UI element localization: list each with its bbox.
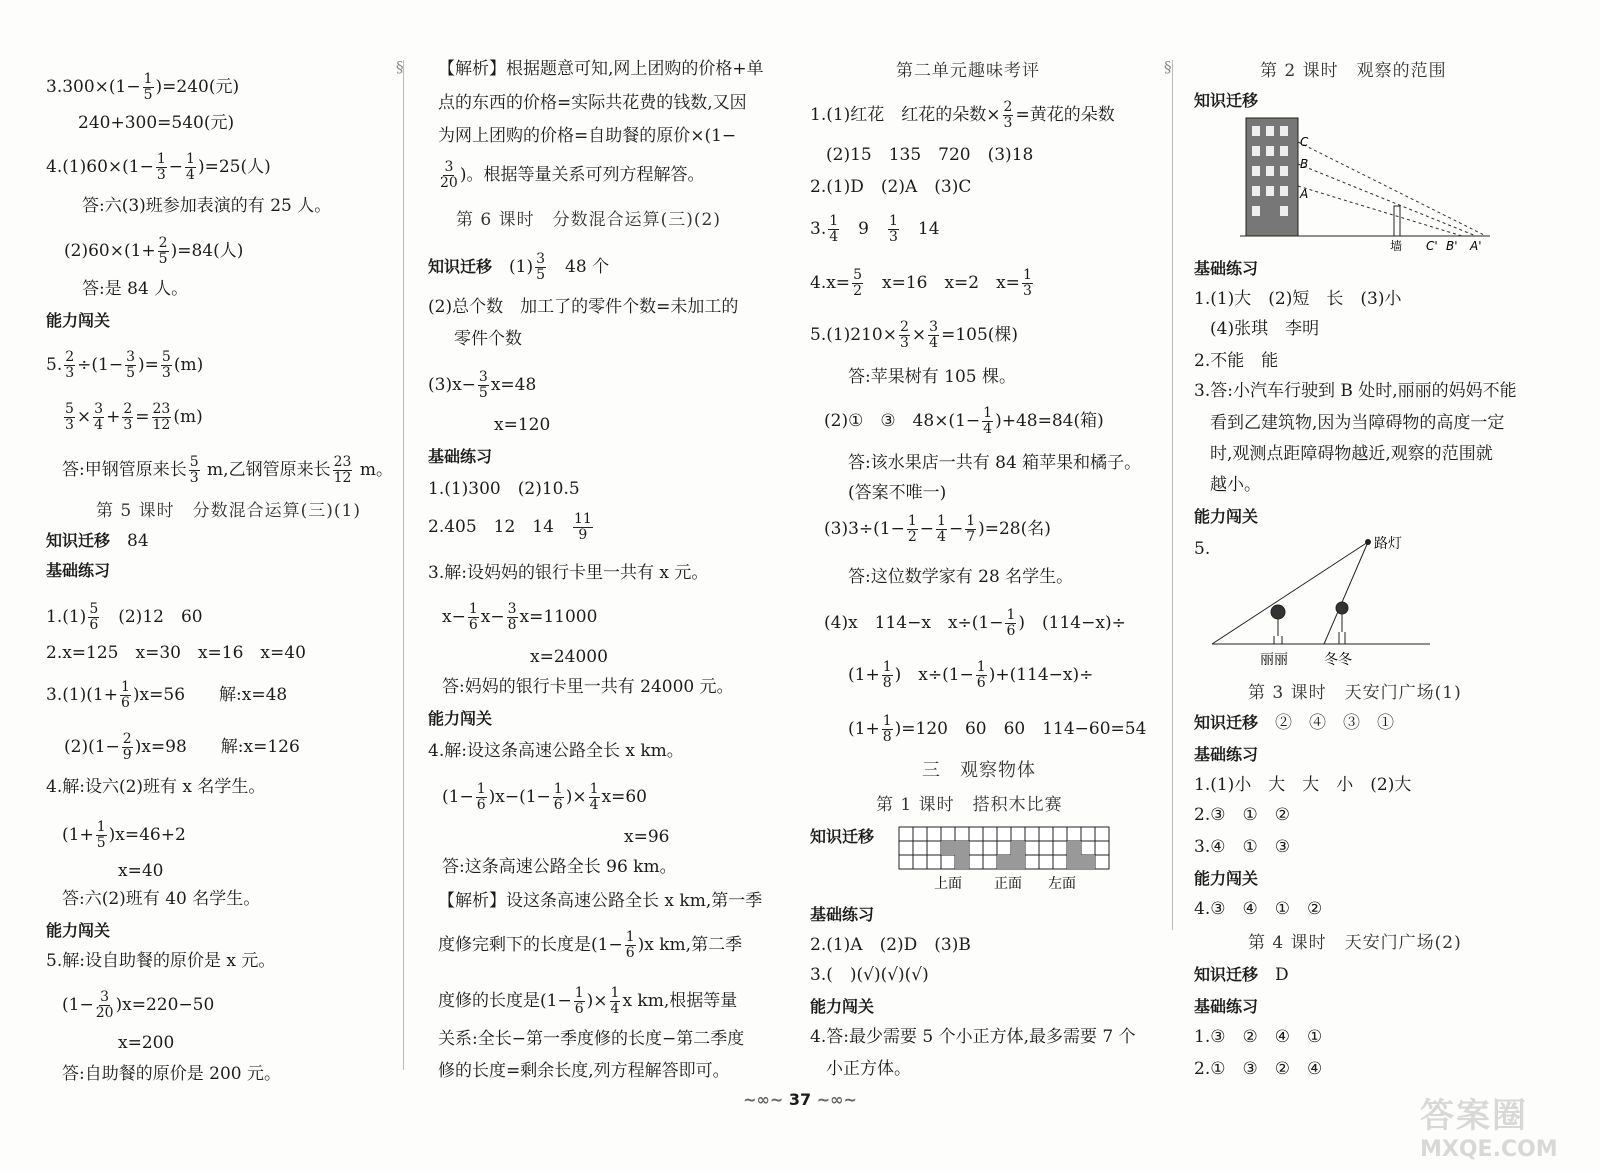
line: 4.(1)60×(1− $\frac{1}{3}$ − $\frac{1}{4}$ )=25(人) [46,151,271,183]
fraction: $\frac{2}{5}$ [158,235,168,267]
shaded-cell [955,841,969,855]
fraction: $\frac{1}{6}$ [976,659,986,691]
fraction: $\frac{5}{2}$ [853,267,862,299]
line: 越小。 [1210,475,1261,495]
fraction: $\frac{3}{8}$ [507,601,517,633]
line: 3.④ ① ③ [1194,837,1290,857]
fraction: $\frac{1}{6}$ [1006,607,1016,639]
lesson-title: 第 5 课时 分数混合运算(三)(1) [96,501,361,521]
line: 答:该水果店一共有 84 箱苹果和橘子。 [848,453,1142,473]
line: $\frac{5}{3}$ × $\frac{3}{4}$ + $\frac{2}{3}$ = $\frac{23}{12}$ (m) [65,401,203,433]
fraction: $\frac{1}{4}$ [983,405,993,437]
line: 点的东西的价格=实际共花费的钱数,又因 [438,93,747,113]
fraction: $\frac{23}{12}$ [333,454,352,486]
lesson-title: 第 6 课时 分数混合运算(三)(2) [456,210,721,230]
footer-ornament-left-icon: ~∞~ [743,1090,784,1109]
label-front: 正面 [994,876,1022,892]
section-heading: 基础练习 [1194,259,1259,278]
fraction: $\frac{1}{2}$ [907,513,917,545]
fraction: $\frac{1}{8}$ [882,713,892,745]
fraction: $\frac{3}{20}$ [95,989,114,1021]
label-top: 上面 [934,876,962,892]
line: 答:是 84 人。 [82,279,189,299]
margin-ornament-icon: § [396,58,404,76]
section-heading: 基础练习 [810,905,875,924]
line: 2.不能 能 [1194,351,1279,371]
column-4 [1180,0,1600,1171]
line: 4.x= $\frac{5}{2}$ x=16 x=2 x= $\frac{1}{3}$ [810,267,1032,299]
line: 3.300×(1− $\frac{1}{5}$ )=240(元) [46,71,240,103]
fraction: $\frac{1}{3}$ [156,151,166,183]
line: (4)张琪 李明 [1210,319,1320,339]
line: 零件个数 [454,329,522,349]
column-3 [800,0,1170,1171]
person-lili-icon [1271,605,1285,644]
shaded-cell [997,855,1011,869]
person-dongdong-icon [1336,602,1348,644]
line: (1− $\frac{3}{20}$ )x=220−50 [62,989,215,1021]
column-2 [410,0,800,1171]
column-1 [0,0,400,1171]
section-heading: 能力闯关 [46,921,111,940]
section-heading: 能力闯关 [1194,507,1259,526]
section-heading: 基础练习 [428,447,493,466]
fraction: $\frac{1}{6}$ [625,929,635,961]
line: (3)3÷(1− $\frac{1}{2}$ − $\frac{1}{4}$ − $\frac{1}{7}$ )=28(名) [824,513,1051,545]
line: 答:甲钢管原来长 $\frac{5}{3}$ m,乙钢管原来长 $\frac{23}{12}$ m。 [62,454,393,486]
shaded-cell [1081,855,1095,869]
line: (答案不唯一) [848,483,947,503]
shaded-cell [1011,841,1025,855]
line: (3)x− $\frac{3}{5}$ x=48 [428,369,537,401]
shaded-cell [941,841,955,855]
line: 答:六(3)班参加表演的有 25 人。 [82,196,332,216]
line: 修的长度=剩余长度,列方程解答即可。 [438,1061,730,1081]
line: (2)15 135 720 (3)18 [826,145,1034,165]
line: 答:苹果树有 105 棵。 [848,367,1016,387]
line: 5.解:设自助餐的原价是 x 元。 [46,951,276,971]
fraction: $\frac{2}{3}$ [900,319,909,351]
line: 1.③ ② ④ ① [1194,1027,1323,1047]
fraction: $\frac{1}{6}$ [121,679,130,711]
fraction: $\frac{1}{5}$ [143,71,153,103]
line: 看到乙建筑物,因为当障碍物的高度一定 [1210,413,1505,433]
line: 1.(1)小 大 大 小 (2)大 [1194,775,1412,795]
line: 答:这条高速公路全长 96 km。 [442,857,677,877]
line: x=24000 [530,647,608,667]
line: x=40 [118,861,164,881]
line: 3.解:设妈妈的银行卡里一共有 x 元。 [428,563,709,583]
line: 度修完剩下的长度是(1− $\frac{1}{6}$ )x km,第二季 [438,929,743,961]
observation-range-figure [1240,112,1500,252]
section-heading: 知识迁移 [1194,91,1259,110]
line: 1.(1)300 (2)10.5 [428,479,580,499]
line: 1.(1) $\frac{5}{6}$ (2)12 60 [46,601,203,633]
line: 2.x=125 x=30 x=16 x=40 [46,643,306,663]
line: $\frac{3}{20}$ )。根据等量关系可列方程解答。 [440,159,705,191]
section-heading: 能力闯关 [428,709,493,728]
street-lamp-figure [1210,532,1470,672]
fraction: $\frac{5}{3}$ [189,454,199,486]
fraction: $\frac{2}{3}$ [123,401,133,433]
unit-title: 三 观察物体 [922,760,1036,781]
line: (2)60×(1+ $\frac{2}{5}$ )=84(人) [64,235,244,267]
line: 4.答:最少需要 5 个小正方体,最多需要 7 个 [810,1027,1136,1047]
watermark [1420,1088,1590,1166]
fraction: $\frac{3}{5}$ [126,349,136,381]
line: x=120 [494,415,551,435]
line: x=200 [118,1033,175,1053]
line: 答:妈妈的银行卡里一共有 24000 元。 [442,677,734,697]
shaded-cell [1011,855,1025,869]
section-heading: 能力闯关 [1194,869,1259,888]
line: (1− $\frac{1}{6}$ )x−(1− $\frac{1}{6}$ )× $\frac{1}{4}$ x=60 [442,781,647,813]
page-footer [730,1090,870,1109]
fraction: $\frac{2}{3}$ [1003,99,1013,131]
watermark-brand: 答案圈 [1420,1096,1528,1136]
fraction: $\frac{1}{5}$ [96,819,106,851]
line: (2)总个数 加工了的零件个数=未加工的 [428,297,739,317]
line: 2.(1)A (2)D (3)B [810,935,971,955]
line: 2.③ ① ② [1194,805,1290,825]
lesson-title: 第 2 课时 观察的范围 [1260,61,1447,81]
line: 3.( )(√)(√)(√) [810,965,929,985]
line: 知识迁移 84 [46,531,149,551]
fraction: $\frac{1}{6}$ [476,781,486,813]
svg-text:C': C' [1426,239,1438,252]
shaded-cell [1067,841,1081,855]
fraction: $\frac{2}{3}$ [65,349,75,381]
line: 时,观测点距障碍物越近,观察的范围就 [1210,444,1493,464]
section-heading: 基础练习 [46,561,111,580]
fraction: $\frac{1}{7}$ [966,513,976,545]
line: 1.(1)红花 红花的朵数× $\frac{2}{3}$ =黄花的朵数 [810,99,1115,131]
svg-text:B: B [1300,157,1309,171]
line: 5. $\frac{2}{3}$ ÷(1− $\frac{3}{5}$ )= $\frac{5}{3}$ (m) [46,349,204,381]
line: 小正方体。 [826,1059,911,1079]
line: 5. [1194,539,1211,559]
line: 4.解:设这条高速公路全长 x km。 [428,741,684,761]
line: 4.③ ④ ① ② [1194,899,1323,919]
wall [1394,206,1400,236]
line: 为网上团购的价格=自助餐的原价×(1− [438,126,737,146]
svg-text:墙: 墙 [1390,239,1403,252]
fraction: $\frac{1}{4}$ [937,513,946,545]
line: 1.(1)大 (2)短 长 (3)小 [1194,289,1402,309]
line: 3. $\frac{1}{4}$ 9 $\frac{1}{3}$ 14 [810,213,940,245]
svg-text:A': A' [1470,239,1482,252]
line: 【解析】根据题意可知,网上团购的价格+单 [438,59,764,79]
label-left: 左面 [1048,876,1076,892]
section-heading: 能力闯关 [810,997,875,1016]
line: (2)① ③ 48×(1− $\frac{1}{4}$ )+48=84(箱) [824,405,1104,437]
fraction: $\frac{5}{3}$ [161,349,171,381]
line: 240+300=540(元) [78,113,235,133]
section-heading: 知识迁移 [810,827,875,846]
line: 【解析】设这条高速公路全长 x km,第一季 [438,891,763,911]
line: x− $\frac{1}{6}$ x− $\frac{3}{8}$ x=11000 [442,601,598,633]
block-views-grid [898,826,1110,894]
footer-ornament-right-icon: ~∞~ [816,1090,857,1109]
svg-text:冬冬: 冬冬 [1324,652,1352,668]
line: 5.(1)210× $\frac{2}{3}$ × $\frac{3}{4}$ =105(棵) [810,319,1019,351]
line: 答:六(2)班有 40 名学生。 [62,889,261,909]
line: (2)(1− $\frac{2}{9}$ )x=98 解:x=126 [64,731,300,763]
svg-text:丽丽: 丽丽 [1260,652,1288,668]
fraction: $\frac{1}{3}$ [1022,267,1032,299]
section-heading: 基础练习 [1194,997,1259,1016]
column-divider [1172,60,1173,930]
fraction: $\frac{3}{20}$ [440,159,458,191]
fraction: $\frac{3}{5}$ [536,251,546,283]
page-number: 37 [788,1090,812,1109]
line: 答:这位数学家有 28 名学生。 [848,567,1074,587]
lesson-title: 第 3 课时 天安门广场(1) [1248,683,1462,703]
line: 知识迁移 D [1194,965,1289,985]
fraction: $\frac{1}{4}$ [186,151,195,183]
shaded-cell [955,855,969,869]
section-heading: 基础练习 [1194,745,1259,764]
line: (1+ $\frac{1}{5}$ )x=46+2 [62,819,186,851]
fraction: $\frac{1}{6}$ [468,601,478,633]
fraction: $\frac{1}{6}$ [553,781,563,813]
line: x=96 [624,827,670,847]
line: 知识迁移 (1) $\frac{3}{5}$ 48 个 [428,251,610,283]
line: 2.① ③ ② ④ [1194,1059,1323,1079]
line: (4)x 114−x x÷(1− $\frac{1}{6}$ ) (114−x)÷ [824,607,1126,639]
section-title: 第二单元趣味考评 [896,61,1040,81]
line: (1+ $\frac{1}{8}$ ) x÷(1− $\frac{1}{6}$ )+(114−x)÷ [848,659,1094,691]
fraction: $\frac{1}{4}$ [589,781,599,813]
fraction: $\frac{5}{6}$ [89,601,99,633]
fraction: $\frac{1}{3}$ [888,213,898,245]
fraction: $\frac{23}{12}$ [152,401,171,433]
margin-ornament-icon: § [1164,58,1172,76]
lamp-icon [1365,539,1371,545]
fraction: $\frac{1}{8}$ [882,659,892,691]
line: 4.解:设六(2)班有 x 名学生。 [46,777,266,797]
line: 3.答:小汽车行驶到 B 处时,丽丽的妈妈不能 [1194,381,1517,401]
fraction: $\frac{1}{4}$ [829,213,839,245]
lesson-title: 第 4 课时 天安门广场(2) [1248,933,1462,953]
column-divider [403,60,404,1070]
fraction: $\frac{5}{3}$ [65,401,74,433]
fraction: $\frac{3}{4}$ [929,319,939,351]
fraction: $\frac{3}{5}$ [478,369,488,401]
fraction: $\frac{3}{4}$ [94,401,104,433]
fraction: $\frac{2}{9}$ [122,731,132,763]
line: 知识迁移 ② ④ ③ ① [1194,713,1395,733]
line: 2.405 12 14 $\frac{11}{9}$ [428,511,592,543]
svg-text:A: A [1300,187,1309,201]
watermark-url: MXQE.COM [1420,1137,1558,1162]
section-heading: 能力闯关 [46,311,111,330]
line: 答:自助餐的原价是 200 元。 [62,1064,281,1084]
svg-text:C: C [1300,135,1309,149]
line: 2.(1)D (2)A (3)C [810,177,972,197]
fraction: $\frac{1}{6}$ [574,985,584,1017]
line: (1+ $\frac{1}{8}$ )=120 60 60 114−60=54 [848,713,1147,745]
line: 3.(1)(1+ $\frac{1}{6}$ )x=56 解:x=48 [46,679,288,711]
fraction: $\frac{11}{9}$ [573,511,592,543]
line: 度修的长度是(1− $\frac{1}{6}$ )× $\frac{1}{4}$ x km,根据等量 [438,985,738,1017]
shaded-cell [1067,855,1081,869]
svg-text:路灯: 路灯 [1374,536,1402,552]
lesson-title: 第 1 课时 搭积木比赛 [876,795,1063,815]
fraction: $\frac{1}{4}$ [610,985,620,1017]
svg-text:B': B' [1446,239,1458,252]
line: 关系:全长−第一季度修的长度−第二季度 [438,1029,745,1049]
